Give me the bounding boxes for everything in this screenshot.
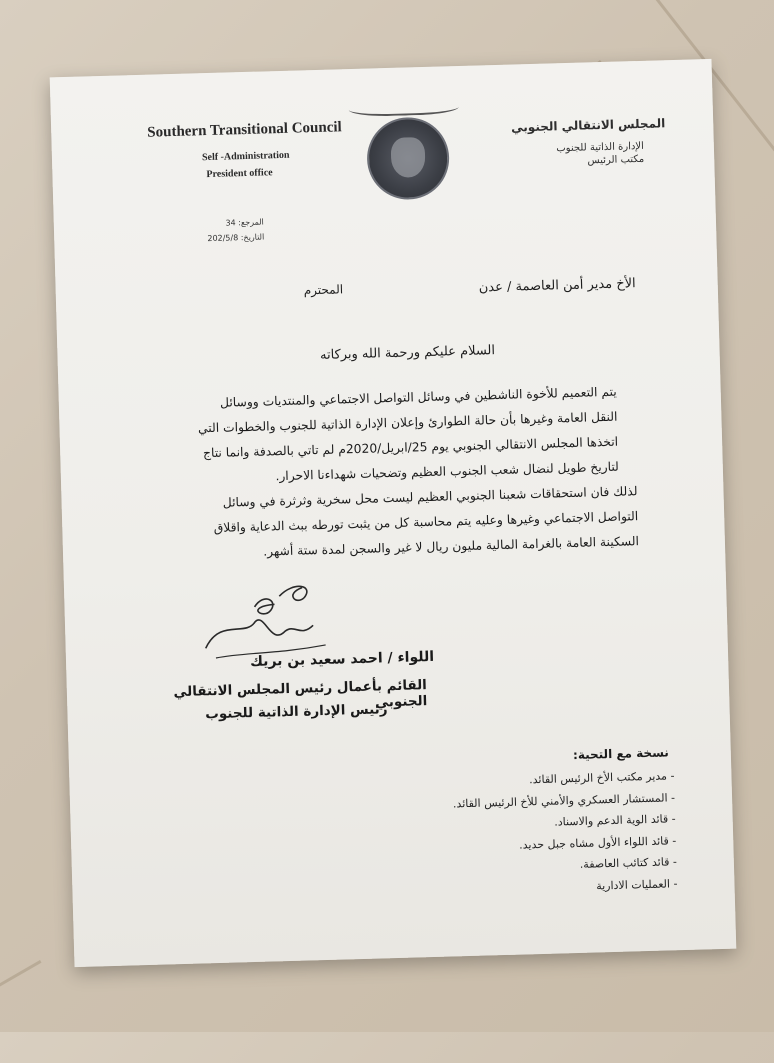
org-name-en: Southern Transitional Council xyxy=(147,119,342,141)
letter-body xyxy=(191,379,640,566)
cc-item: - العمليات الادارية xyxy=(392,873,677,902)
cc-item: - المستشار العسكري والأمني للأخ الرئيس القائد. xyxy=(390,787,675,816)
bismillah-calligraphy xyxy=(348,96,458,117)
cc-item: - قائد كتائب العاصفة. xyxy=(392,851,677,880)
cc-heading: نسخة مع التحية: xyxy=(572,745,669,763)
sub-name-ar: الإدارة الذاتية للجنوب xyxy=(556,140,645,155)
office-name-en: President office xyxy=(206,167,273,181)
signatory-title-2: رئيس الإدارة الذاتية للجنوب xyxy=(205,701,388,723)
letterhead-english xyxy=(147,118,379,181)
respect-salutation: المحترم xyxy=(303,282,344,298)
sub-name-en: Self -Administration xyxy=(201,149,290,164)
reference-number: المرجع: 34 xyxy=(225,217,264,228)
eagle-emblem-icon xyxy=(391,137,426,178)
council-emblem-icon xyxy=(366,116,450,200)
cc-item: - قائد اللواء الأول مشاه جبل حديد. xyxy=(391,830,676,859)
greeting: السلام عليكم ورحمة الله وبركاته xyxy=(319,343,496,363)
letter-document xyxy=(50,59,737,967)
paragraph-2: لذلك فان استحقاقات شعبنا الجنوبي العظيم ليست محل سخرية وثرثرة في وسائل التواصل الاجتماعي وغيرها وعليه يتم محاسبة كل من يثبت تورطه ببث الدعاية واقلاق السكينة العامة بالغرامة المالية مليون ريال لا غير والسجن لمدة ستة أشهر. xyxy=(213,484,640,559)
paragraph-1: يتم التعميم للأخوة الناشطين في وسائل التواصل الاجتماعي والمنتديات ووسائل النقل العامة وغيرها بأن حالة الطوارئ وإعلان الإدارة الذاتية للجنوب والخطوات التي اتخذها المجلس الانتقالي الجنوبي يوم 25/ابريل/2020م لم تاتي بالصدفة وانما نتاج لتاريخ طويل لنضال شعب الجنوب العظيم وتضحيات شهداءنا الاحرار. xyxy=(197,384,619,484)
addressee: الأخ مدير أمن العاصمة / عدن xyxy=(478,276,636,296)
cc-item: - مدير مكتب الأخ الرئيس القائد. xyxy=(389,765,674,794)
reference-date: التاريخ: 202/5/8 xyxy=(207,232,265,244)
office-name-ar: مكتب الرئيس xyxy=(587,153,645,167)
reference-block xyxy=(194,217,265,249)
cc-list xyxy=(389,765,677,902)
org-name-ar: المجلس الانتقالي الجنوبي xyxy=(510,116,666,135)
cc-item: - قائد الوية الدعم والاسناد. xyxy=(390,808,675,837)
signatory-title-1: القائم بأعمال رئيس المجلس الانتقالي الجنوبي xyxy=(173,677,428,711)
floor-grout-line xyxy=(0,960,42,1063)
signatory-name: اللواء / احمد سعيد بن بريك xyxy=(249,648,435,671)
letterhead-arabic xyxy=(455,116,666,170)
